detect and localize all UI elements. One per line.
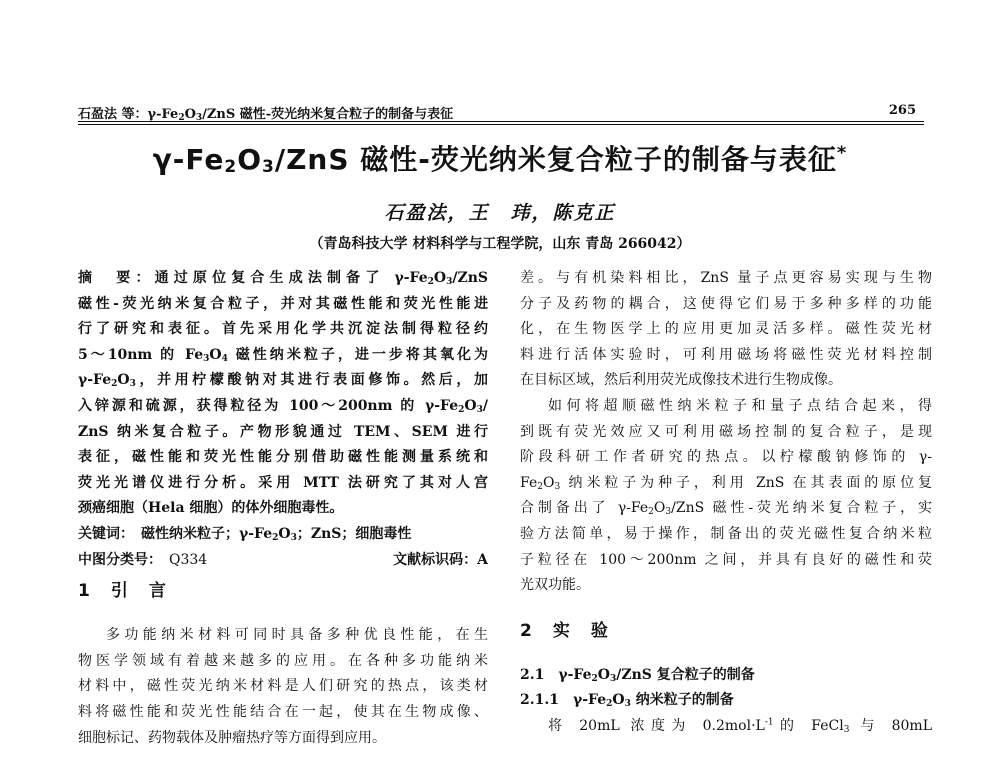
left-column (78, 266, 488, 751)
running-title: 石盈法 等：$\gamma-Fe_2O_3$/ZnS 磁性-荧光纳米复合粒子的制备与表征 (78, 107, 454, 123)
body-line: 差。与有机染料相比，ZnS 量子点更容易实现与生物 (520, 270, 932, 286)
section-heading-intro: 1 引 言 (78, 581, 168, 602)
running-head (78, 103, 924, 122)
keywords: 关键词： 磁性纳米粒子；$\gamma-Fe_2O_3$；ZnS；细胞毒性 (78, 525, 412, 543)
body-line: $Fe_2O_3$ 纳米粒子为种子，利用 ZnS 在其表面的原位复 (520, 474, 932, 492)
body-line: 光双功能。 (520, 577, 590, 594)
body-line: 将 20mL 浓度为 $0.2mol\cdot L^{-1}$的 FeCl$_3$ 与 80mL (548, 717, 932, 735)
clc-code: 中图分类号： Q334 (78, 551, 208, 568)
spacer (520, 599, 932, 613)
body-line: 如何将超顺磁性纳米粒子和量子点结合起来，得 (548, 397, 932, 414)
authors: 石盈法，王 玮，陈克正 (384, 202, 616, 224)
body-line: 到既有荧光效应又可利用磁场控制的复合粒子，是现 (520, 423, 932, 440)
affiliation: （青岛科技大学 材料科学与工程学院，山东 青岛 266042） (309, 236, 691, 252)
body-line: 材料中，磁性荧光纳米材料是人们研究的热点，该类材 (78, 678, 488, 695)
body-line: 多功能纳米材料可同时具备多种优良性能，在生 (106, 627, 488, 644)
abstract-line: 表征，磁性能和荧光性能分别借助磁性能测量系统和 (78, 449, 488, 466)
spacer (520, 649, 932, 663)
right-column (520, 266, 932, 740)
classification-row (78, 548, 488, 574)
abstract-line: 磁性-荧光纳米复合粒子，并对其磁性能和荧光性能进 (78, 295, 488, 312)
body-line: 细胞标记、药物载体及肿瘤热疗等方面得到应用。 (78, 729, 386, 746)
subsection-heading-2-1: 2.1 $\gamma-Fe_2O_3$/ZnS 复合粒子的制备 (520, 666, 755, 684)
abstract-line: 入锌源和硫源，获得粒径为 100～200nm 的 $\gamma-Fe_2O_3/$ (78, 397, 488, 415)
abstract-line: 颈癌细胞（Hela 细胞）的体外细胞毒性。 (78, 500, 344, 517)
document-code: 文献标识码：A (393, 551, 488, 568)
spacer (78, 609, 488, 623)
body-line: 子粒径在 100～200nm 之间，并具有良好的磁性和荧 (520, 551, 932, 568)
body-line: 物医学领域有着越来越多的应用。在各种多功能纳米 (78, 652, 488, 669)
abstract-line: $\gamma-Fe_2O_3$，并用柠檬酸钠对其进行表面修饰。然后，加 (78, 372, 488, 390)
abstract-line: 摘 要：通过原位复合生成法制备了 $\gamma-Fe_2O_3$/ZnS (78, 270, 488, 287)
subsection-heading-2-1-1: 2.1.1 $\gamma-Fe_2O_3$ 纳米粒子的制备 (520, 692, 734, 710)
abstract-label: 摘 要： (78, 270, 155, 286)
page-number: 265 (888, 103, 916, 118)
abstract-line: 行了研究和表征。首先采用化学共沉淀法制得粒径约 (78, 321, 488, 338)
body-line: 分子及药物的耦合，这使得它们易于多种多样的功能 (520, 295, 932, 312)
header-rule-thin (78, 124, 924, 125)
body-line: 料进行活体实验时，可利用磁场将磁性荧光材料控制 (520, 346, 932, 363)
abstract-line: 5～10nm 的 $Fe_3O_4$ 磁性纳米粒子，进一步将其氧化为 (78, 346, 488, 364)
body-line: 验方法简单，易于操作，制备出的荧光磁性复合纳米粒 (520, 525, 932, 542)
header-rule (78, 121, 924, 122)
body-line: 料将磁性能和荧光性能结合在一起，使其在生物成像、 (78, 703, 488, 720)
body-line: 化，在生物医学上的应用更加灵活多样。磁性荧光材 (520, 321, 932, 338)
keywords-label: 关键词： (78, 525, 127, 542)
body-line: 在目标区域，然后利用荧光成像技术进行生物成像。 (520, 372, 842, 389)
body-line: 阶段科研工作者研究的热点。以柠檬酸钠修饰的 γ- (520, 449, 932, 466)
body-line: 合制备出了 $\gamma-Fe_2O_3$/ZnS 磁性-荧光纳米复合粒子，实 (520, 500, 932, 518)
section-heading-experiment: 2 实 验 (520, 620, 610, 641)
paper-title: $\gamma-Fe_2O_3$/ZnS 磁性-荧光纳米复合粒子的制备与表征* (152, 142, 848, 177)
abstract-line: 荧光光谱仪进行分析。采用 MTT 法研究了其对人宫 (78, 474, 488, 491)
abstract-line: ZnS 纳米复合粒子。产物形貌通过 TEM、SEM 进行 (78, 423, 488, 440)
